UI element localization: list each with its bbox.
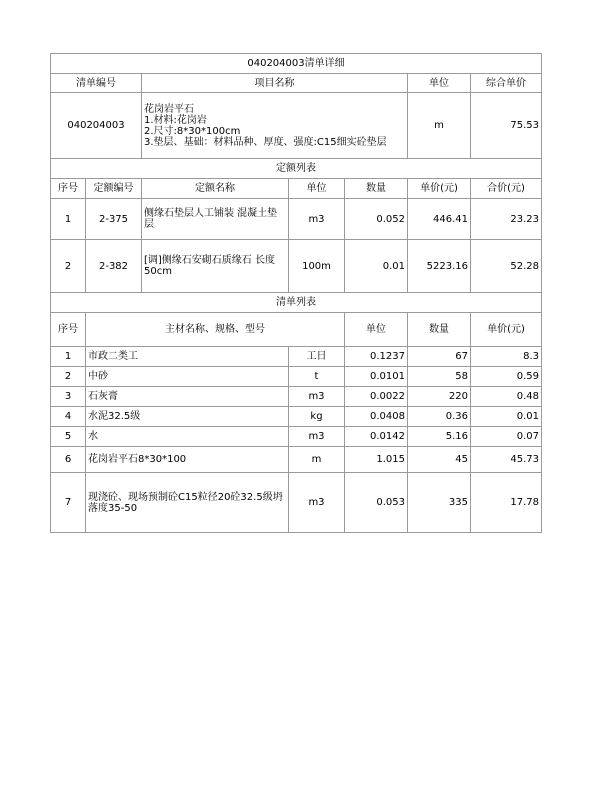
quota-unit-header: 单位 <box>289 179 345 199</box>
material-qty: 0.1237 <box>345 347 408 367</box>
table-title: 040204003清单详细 <box>51 54 542 74</box>
material-row <box>51 427 542 447</box>
bill-name-line: 2.尺寸:8*30*100cm <box>144 125 241 137</box>
bill-row <box>51 93 542 159</box>
bill-code: 040204003 <box>51 93 142 159</box>
quota-qty-header: 数量 <box>345 179 408 199</box>
material-unit: t <box>289 367 345 387</box>
material-qty-header: 数量 <box>408 313 471 347</box>
material-total: 45.73 <box>471 447 542 473</box>
material-unit: m3 <box>289 473 345 533</box>
material-section-title: 清单列表 <box>51 293 542 313</box>
material-seq-header: 序号 <box>51 313 86 347</box>
material-total: 0.48 <box>471 387 542 407</box>
material-total: 0.59 <box>471 367 542 387</box>
material-name-header: 主材名称、规格、型号 <box>86 313 345 347</box>
material-name: 花岗岩平石8*30*100 <box>86 447 289 473</box>
material-unit: kg <box>289 407 345 427</box>
bill-name-line: 3.垫层、基础：材料品种、厚度、强度:C15细实砼垫层 <box>144 136 387 148</box>
quota-code-header: 定额编号 <box>86 179 142 199</box>
bill-name-line: 1.材料:花岗岩 <box>144 114 207 126</box>
quota-qty: 0.01 <box>345 240 408 293</box>
material-qty: 0.053 <box>345 473 408 533</box>
quota-section-row <box>51 159 542 179</box>
material-unit: 工日 <box>289 347 345 367</box>
bill-name-cell <box>142 93 408 159</box>
material-price: 45 <box>408 447 471 473</box>
quota-price: 446.41 <box>408 199 471 240</box>
quota-row <box>51 199 542 240</box>
material-seq: 7 <box>51 473 86 533</box>
quota-total: 23.23 <box>471 199 542 240</box>
material-row <box>51 347 542 367</box>
bill-unit: m <box>408 93 471 159</box>
material-unit-header: 单位 <box>345 313 408 347</box>
material-qty: 1.015 <box>345 447 408 473</box>
bill-name-line: 花岗岩平石 <box>144 103 194 115</box>
material-total: 0.01 <box>471 407 542 427</box>
quota-unit: m3 <box>289 199 345 240</box>
quota-name: [调]侧缘石安砌石质缘石 长度50cm <box>142 240 289 293</box>
material-qty: 0.0022 <box>345 387 408 407</box>
material-seq: 3 <box>51 387 86 407</box>
material-name: 水泥32.5级 <box>86 407 289 427</box>
quota-seq: 1 <box>51 199 86 240</box>
material-total: 0.07 <box>471 427 542 447</box>
material-name: 中砂 <box>86 367 289 387</box>
material-unit: m <box>289 447 345 473</box>
quota-total: 52.28 <box>471 240 542 293</box>
material-qty: 0.0142 <box>345 427 408 447</box>
material-header-row <box>51 313 542 347</box>
material-seq: 5 <box>51 427 86 447</box>
material-seq: 6 <box>51 447 86 473</box>
quota-price-header: 单价(元) <box>408 179 471 199</box>
material-price: 335 <box>408 473 471 533</box>
quota-name: 侧缘石垫层人工铺装 混凝土垫层 <box>142 199 289 240</box>
material-total: 17.78 <box>471 473 542 533</box>
material-name: 水 <box>86 427 289 447</box>
quota-unit: 100m <box>289 240 345 293</box>
material-price: 5.16 <box>408 427 471 447</box>
quota-section-title: 定额列表 <box>51 159 542 179</box>
bill-price: 75.53 <box>471 93 542 159</box>
material-row <box>51 387 542 407</box>
material-row <box>51 473 542 533</box>
material-unit: m3 <box>289 387 345 407</box>
quota-code: 2-375 <box>86 199 142 240</box>
material-price: 220 <box>408 387 471 407</box>
material-name: 市政二类工 <box>86 347 289 367</box>
material-qty: 0.0408 <box>345 407 408 427</box>
bill-code-header: 清单编号 <box>51 74 142 93</box>
quota-row <box>51 240 542 293</box>
material-seq: 1 <box>51 347 86 367</box>
material-row <box>51 447 542 473</box>
material-row <box>51 407 542 427</box>
bill-name-header: 项目名称 <box>142 74 408 93</box>
bill-price-header: 综合单价 <box>471 74 542 93</box>
material-price: 0.36 <box>408 407 471 427</box>
material-qty: 0.0101 <box>345 367 408 387</box>
bill-header-row <box>51 74 542 93</box>
title-row <box>51 54 542 74</box>
quota-price: 5223.16 <box>408 240 471 293</box>
material-table <box>50 346 542 533</box>
bill-unit-header: 单位 <box>408 74 471 93</box>
quota-name-header: 定额名称 <box>142 179 289 199</box>
material-name: 石灰膏 <box>86 387 289 407</box>
material-name: 现浇砼、现场预制砼C15粒径20砼32.5级坍落度35-50 <box>86 473 289 533</box>
quota-header-row <box>51 179 542 199</box>
quota-seq: 2 <box>51 240 86 293</box>
material-unit: m3 <box>289 427 345 447</box>
material-seq: 2 <box>51 367 86 387</box>
bill-detail-table <box>50 53 542 347</box>
material-section-row <box>51 293 542 313</box>
quota-seq-header: 序号 <box>51 179 86 199</box>
material-total: 8.3 <box>471 347 542 367</box>
material-price: 58 <box>408 367 471 387</box>
material-row <box>51 367 542 387</box>
material-price: 67 <box>408 347 471 367</box>
material-seq: 4 <box>51 407 86 427</box>
quota-qty: 0.052 <box>345 199 408 240</box>
quota-total-header: 合价(元) <box>471 179 542 199</box>
material-price-header: 单价(元) <box>471 313 542 347</box>
quota-code: 2-382 <box>86 240 142 293</box>
